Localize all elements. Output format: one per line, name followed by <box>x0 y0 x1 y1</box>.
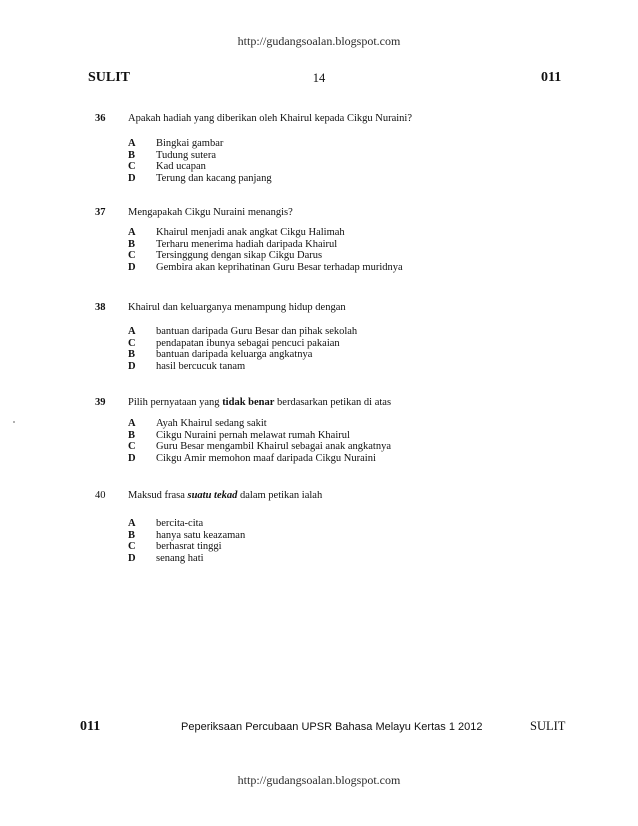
option-text: Guru Besar mengambil Khairul sebagai anak angkatnya <box>156 441 392 453</box>
option-text: Kad ucapan <box>156 161 206 173</box>
option-letter: C <box>128 337 136 349</box>
stem-text: Maksud frasa <box>128 490 188 501</box>
option-text: Terharu menerima hadiah daripada Khairul <box>156 238 338 250</box>
option-letter: C <box>128 161 136 173</box>
option-text: Terung dan kacang panjang <box>156 172 272 184</box>
option-letter: A <box>128 138 136 149</box>
option-text: Tudung sutera <box>156 149 216 161</box>
option-letter: D <box>128 261 136 273</box>
question-stem: Mengapakah Cikgu Nuraini menangis? <box>128 207 293 218</box>
footer-exam-title: Peperiksaan Percubaan UPSR Bahasa Melayu Kertas 1 2012 <box>181 721 483 733</box>
option-text: senang hati <box>156 552 204 564</box>
option-text: bantuan daripada keluarga angkatnya <box>156 349 313 361</box>
option-text: bercita-cita <box>156 518 204 529</box>
source-url-bottom: http://gudangsoalan.blogspot.com <box>237 773 401 787</box>
option-text: Tersinggung dengan sikap Cikgu Darus <box>156 250 323 262</box>
question-number: 37 <box>95 207 106 218</box>
option-letter: C <box>128 250 136 262</box>
option-text: Cikgu Nuraini pernah melawat rumah Khairul <box>156 429 350 441</box>
source-url-top: http://gudangsoalan.blogspot.com <box>237 34 401 48</box>
option-text: hanya satu keazaman <box>156 529 246 541</box>
option-letter: B <box>128 429 136 441</box>
stem-emphasis: suatu tekad <box>187 490 238 501</box>
header-sulit-label: SULIT <box>88 70 131 85</box>
option-letter: D <box>128 172 136 184</box>
question-number: 36 <box>95 113 106 124</box>
stem-text: berdasarkan petikan di atas <box>274 397 392 408</box>
option-letter: A <box>128 418 136 429</box>
option-letter: A <box>128 326 136 337</box>
option-letter: B <box>128 529 136 541</box>
question-stem <box>128 396 608 409</box>
question-stem <box>128 489 608 502</box>
page-number: 14 <box>312 71 326 85</box>
question-number: 40 <box>95 490 106 501</box>
stem-emphasis: tidak benar <box>222 397 275 408</box>
stem-text: Pilih pernyataan yang <box>128 397 223 408</box>
option-text: berhasrat tinggi <box>156 541 222 553</box>
option-letter: A <box>128 227 136 238</box>
option-letter: D <box>128 360 136 372</box>
option-letter: D <box>128 552 136 564</box>
scan-speck <box>13 421 15 423</box>
option-letter: C <box>128 441 136 453</box>
option-letter: B <box>128 349 136 361</box>
option-text: Khairul menjadi anak angkat Cikgu Halimah <box>156 227 345 238</box>
option-text: bantuan daripada Guru Besar dan pihak sekolah <box>156 326 358 337</box>
option-text: Bingkai gambar <box>156 138 224 149</box>
footer-paper-code: 011 <box>80 719 101 734</box>
option-text: Gembira akan keprihatinan Guru Besar terhadap muridnya <box>156 261 403 273</box>
question-number: 39 <box>95 397 106 408</box>
option-letter: D <box>128 452 136 464</box>
option-text: pendapatan ibunya sebagai pencuci pakaian <box>156 337 340 349</box>
option-letter: C <box>128 541 136 553</box>
question-number: 38 <box>95 302 106 313</box>
option-letter: B <box>128 238 136 250</box>
option-letter: A <box>128 518 136 529</box>
header-paper-code: 011 <box>541 70 562 85</box>
option-text: Cikgu Amir memohon maaf daripada Cikgu Nuraini <box>156 452 376 464</box>
option-letter: B <box>128 149 136 161</box>
question-stem: Khairul dan keluarganya menampung hidup dengan <box>128 302 346 313</box>
question-stem: Apakah hadiah yang diberikan oleh Khairul kepada Cikgu Nuraini? <box>128 113 412 124</box>
stem-text: dalam petikan ialah <box>237 490 323 501</box>
option-text: hasil bercucuk tanam <box>156 360 246 372</box>
option-text: Ayah Khairul sedang sakit <box>156 418 267 429</box>
footer-sulit-label: SULIT <box>530 719 566 733</box>
